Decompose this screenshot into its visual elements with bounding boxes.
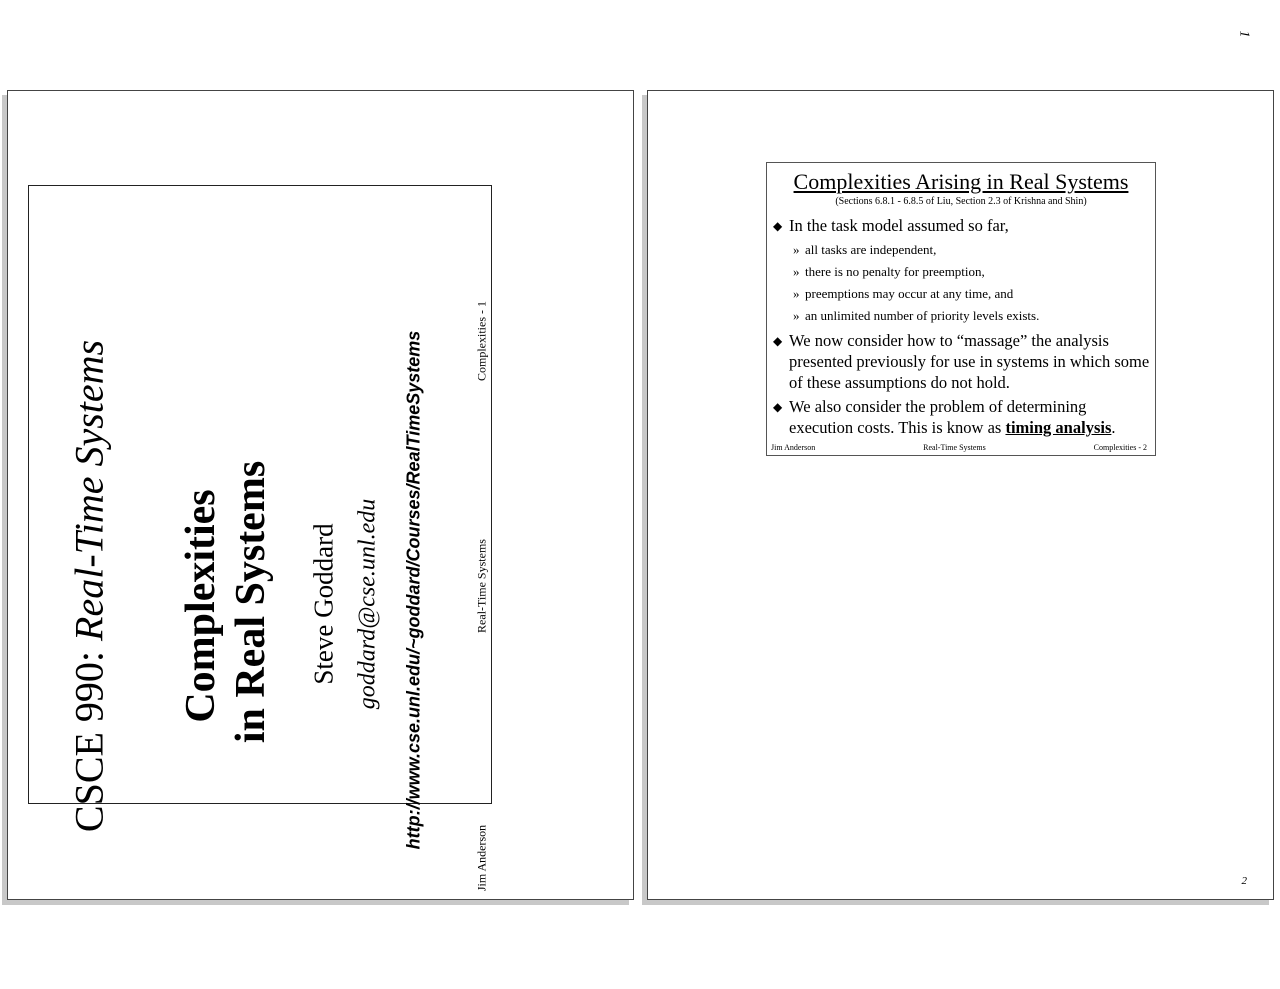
footer-right: Complexities - 1 — [474, 301, 489, 381]
footer-right: Complexities - 2 — [1093, 443, 1147, 452]
diamond-bullet-icon: ◆ — [773, 219, 783, 233]
sub-item — [773, 283, 1151, 305]
emphasized-term: timing analysis — [1005, 418, 1112, 437]
sub-item — [773, 261, 1151, 283]
sub-item-text: an unlimited number of priority levels exists. — [805, 308, 1040, 323]
page-number: 2 — [1241, 875, 1247, 887]
slide-title: Complexities Arising in Real Systems — [793, 169, 1129, 194]
sub-item-text: all tasks are independent, — [805, 242, 937, 257]
sub-item — [773, 239, 1151, 261]
footer-mid: Real-Time Systems — [923, 443, 986, 452]
bullet-item — [773, 396, 1151, 438]
bullet-suffix: . — [1111, 418, 1116, 437]
bullet-item — [773, 330, 1151, 393]
sub-item — [773, 305, 1151, 327]
raquo-icon: » — [793, 308, 800, 323]
sub-item-text: preemptions may occur at any time, and — [805, 286, 1014, 301]
diamond-bullet-icon: ◆ — [773, 334, 783, 348]
course-name: Real-Time Systems — [66, 339, 112, 641]
bullet-item — [773, 215, 1151, 236]
bullet-text: In the task model assumed so far, — [789, 216, 1009, 235]
course-url: http://www.cse.unl.edu/~goddard/Courses/RealTimeSystems — [403, 330, 424, 850]
footer-left: Jim Anderson — [771, 443, 816, 452]
footer-left: Jim Anderson — [474, 824, 489, 892]
bullet-text: We also consider the problem of determining execution costs. This is know as — [789, 397, 1087, 437]
sub-item-text: there is no penalty for preemption, — [805, 264, 985, 279]
author-email: goddard@cse.unl.edu — [354, 498, 381, 710]
title-slide — [28, 185, 492, 892]
footer-mid: Real-Time Systems — [474, 539, 489, 633]
raquo-icon: » — [793, 242, 800, 257]
slide-title-line1: Complexities — [178, 489, 224, 723]
raquo-icon: » — [793, 264, 800, 279]
content-slide — [766, 162, 1156, 456]
right-page — [647, 90, 1274, 900]
author-name: Steve Goddard — [308, 523, 339, 685]
sheet-number: 1 — [1236, 30, 1252, 38]
left-page — [7, 90, 634, 900]
raquo-icon: » — [793, 286, 800, 301]
course-prefix: CSCE 990: — [66, 640, 112, 833]
slide-title-line2: in Real Systems — [228, 460, 274, 744]
slide-subtitle: (Sections 6.8.1 - 6.8.5 of Liu, Section 2.3 of Krishna and Shin) — [835, 196, 1087, 207]
bullet-text: We now consider how to “massage” the analysis presented previously for use in systems in which some of these assumptions do not hold. — [789, 331, 1150, 392]
slide-body — [773, 215, 1151, 441]
diamond-bullet-icon: ◆ — [773, 400, 783, 414]
course-title — [66, 340, 113, 832]
slide-footer — [771, 443, 1147, 452]
